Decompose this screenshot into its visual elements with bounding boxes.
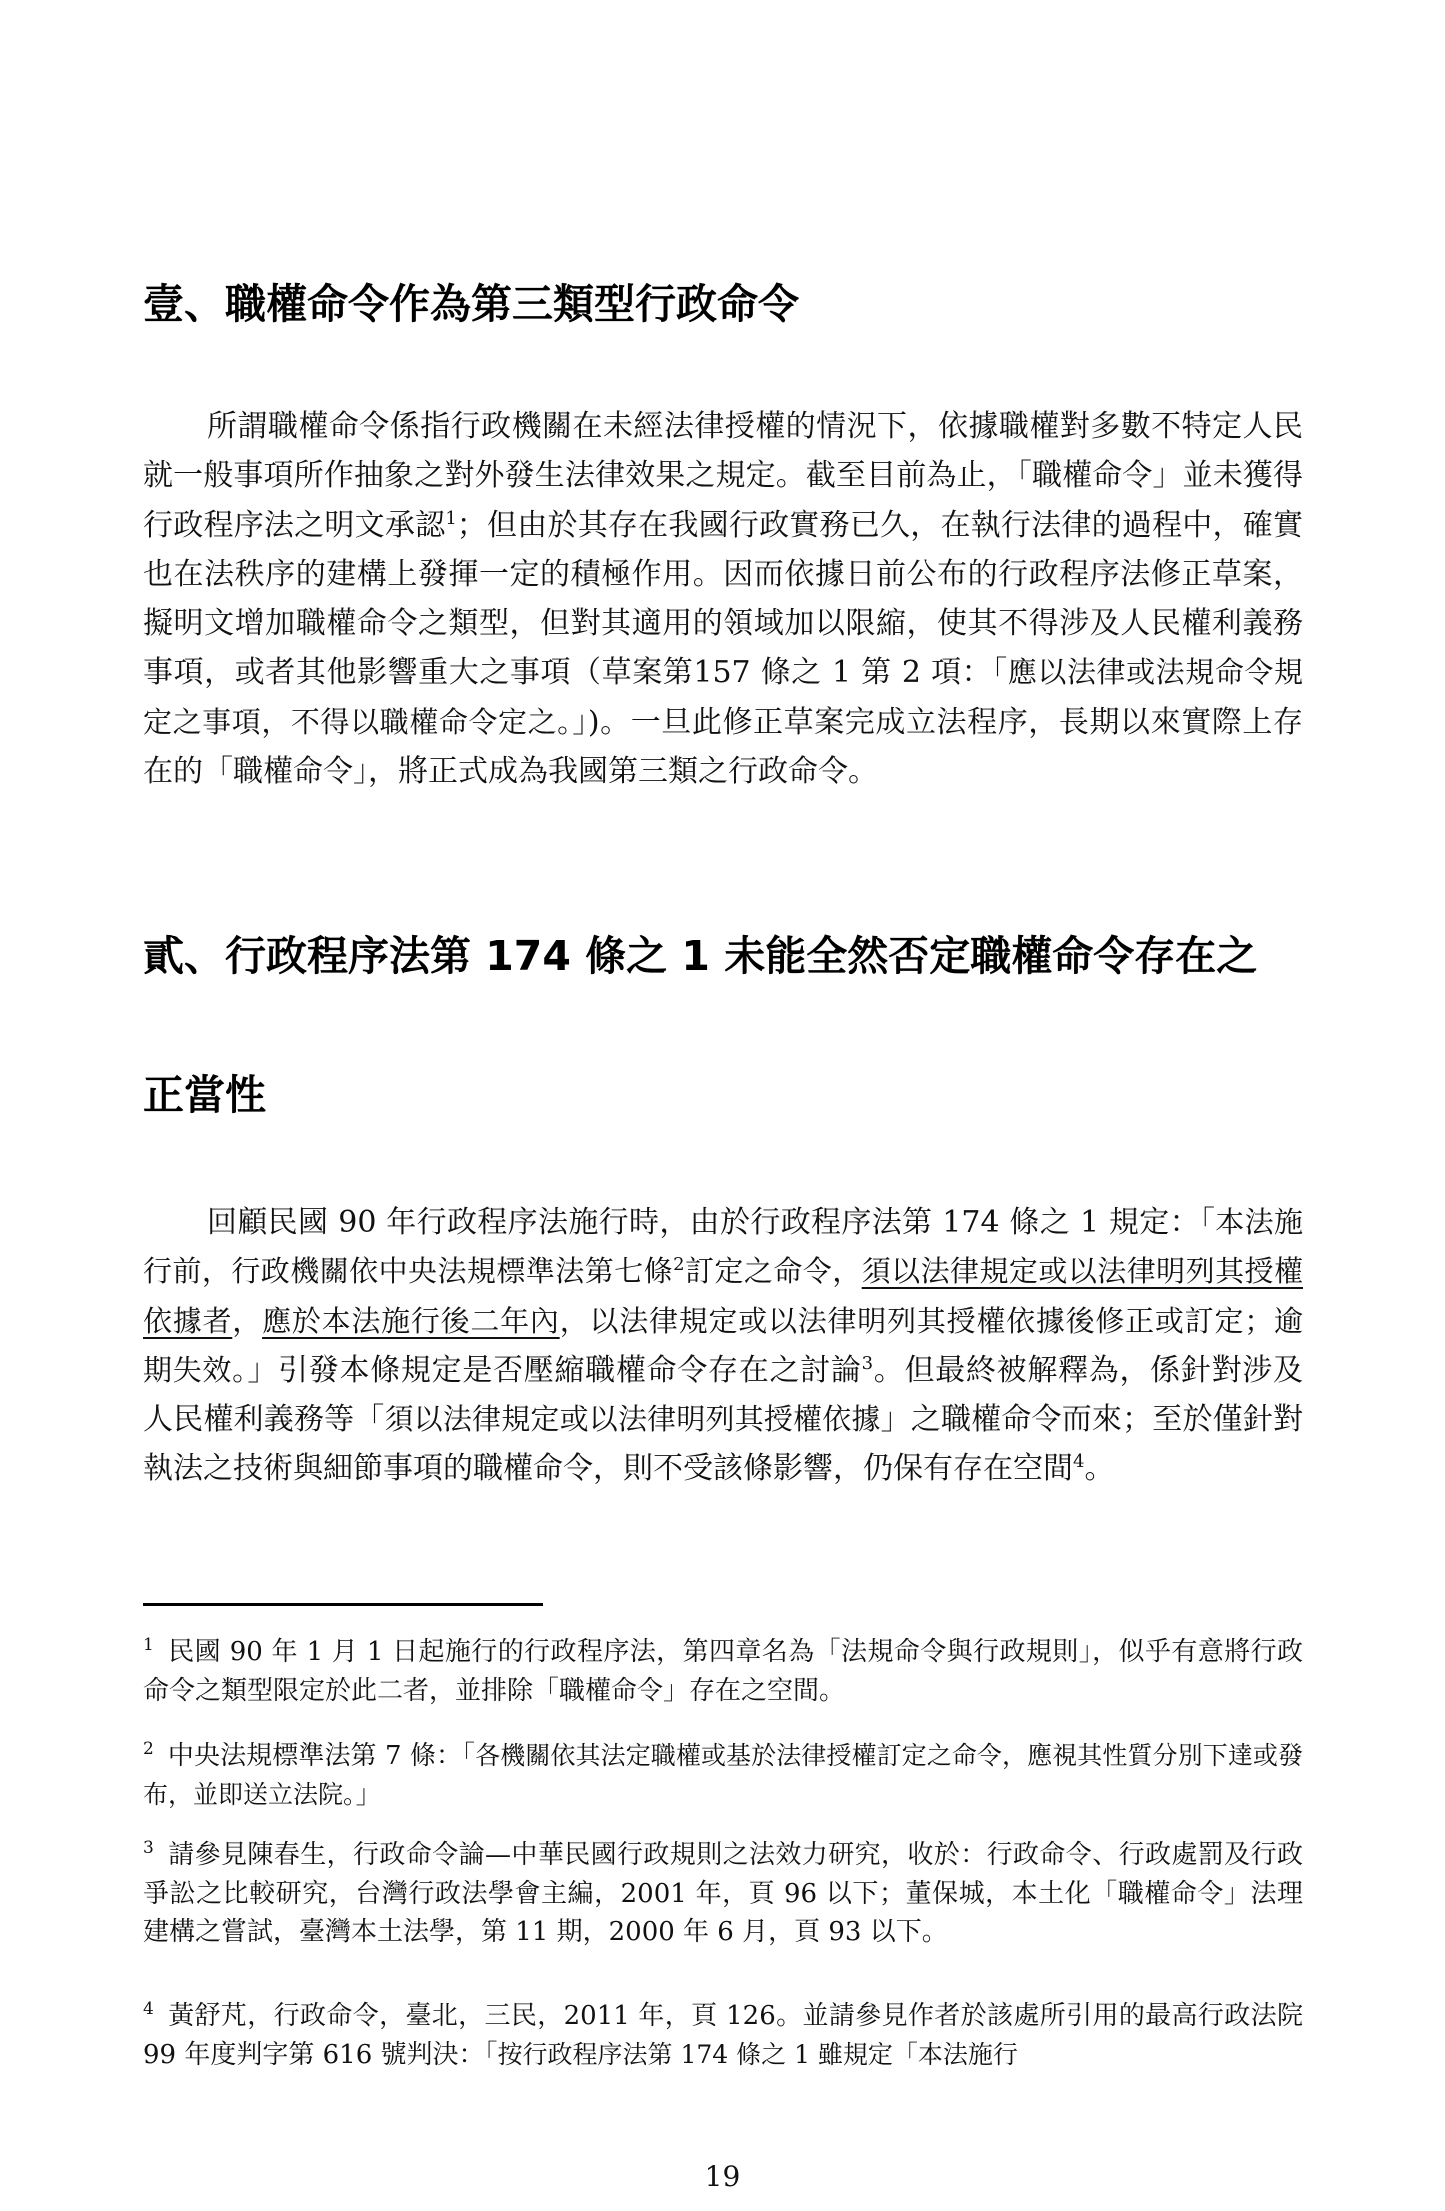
para-text: ；但由於其存在我國行政實務已久，在執行法律的過程中，確實也在法秩序的建構上發揮一定的積極作用。因而依據日前公布的行政程序法修正草案，擬明文增加職權命令之類型，但對其適用的領域加以限縮，使其不得涉及人民權利義務事項，或者其他影響重大之事項（草案第157 條之 1 第 2 項：「	[143, 507, 1304, 691]
footnote-ref-3[interactable]: 3	[861, 1352, 874, 1374]
footnote-text: 民國 90 年 1 月 1 日起施行的行政程序法，第四章名為「法規命令與行政規則」，似乎有意將行政命令之類型限定於此二者，並排除「職權命令」存在之空間。	[143, 1637, 1303, 1706]
footnote-divider	[143, 1603, 543, 1606]
footnote-quote: 各機關依其法定職權或基於法律授權訂定之命令，應視其性質分別下達或發布，並即送立法院。	[143, 1741, 1303, 1809]
para-text: 」)。一旦此修正草案完成立法程序，長期以來實際上存在的「職權命令」，將正式成為我國第三類之行政命令。	[143, 704, 1303, 790]
para-text: 」之職權命令而來；至於僅針對執法之技術與細節事項的職權命令，則不受該條影響，仍保有存在空間	[143, 1402, 1304, 1487]
quoted-text: ，	[232, 1303, 263, 1338]
underlined-quote: 應於本法施行後二年內	[262, 1303, 560, 1338]
quoted-text: 應以法律或法規命令規定之事項，不得以職權命令定之。	[143, 655, 1303, 739]
footnote-quote: 按行政程序法第 174 條之 1 雖規定「本法施行	[497, 2039, 1018, 2069]
footnote-ref-2[interactable]: 2	[673, 1254, 685, 1276]
page-number: 19	[704, 2160, 741, 2193]
quoted-text: 須以法律規定或以法律明列其授權依據	[384, 1402, 881, 1437]
footnote-number: 3	[143, 1838, 154, 1859]
para-text: 。	[1084, 1451, 1115, 1487]
para-text: 。但最終被解釋為，係針對涉及人民權利義務等「	[143, 1352, 1304, 1438]
section-2-heading-line-2: 正當性	[143, 1071, 266, 1119]
footnote-number: 2	[143, 1739, 154, 1760]
para-text: 回顧民國 90 年行政程序法施行時，由於行政程序法第 174 條之 1 規定：「	[207, 1205, 1216, 1240]
section-1-heading: 壹、職權命令作為第三類型行政命令	[143, 280, 799, 328]
para-text: 」引發本條規定是否壓縮職權命令存在之討論	[247, 1352, 862, 1388]
footnote-number: 1	[143, 1635, 154, 1656]
footnote-text: 請參見陳春生，行政命令論—中華民國行政規則之法效力研究，收於：行政命令、行政處罰及行政爭訟之比較研究，台灣行政法學會主編，2001 年，頁 96 以下；董保城，本土化「職權命令」法理建構之嘗試，臺灣本土法學，第 11 期，2000 年 6 月，頁 93 以下。	[143, 1840, 1303, 1947]
footnote-1	[143, 1633, 1303, 1710]
section-2-paragraph	[143, 1198, 1303, 1494]
footnote-2	[143, 1737, 1303, 1814]
footnote-text: 黃舒芃，行政命令，臺北，三民，2011 年，頁 126。並請參見作者於該處所引用的最高行政法院 99 年度判字第 616 號判決：「	[143, 2001, 1303, 2070]
footnote-4	[143, 1997, 1303, 2074]
para-text: 所謂職權命令係指行政機關在未經法律授權的情況下，依據職權對多數不特定人民就一般事項所作抽象之對外發生法律效果之規定。截至目前為止，「職權命令」並未獲得行政程序法之明文承認	[143, 409, 1303, 543]
footnote-text: 中央法規標準法第 7 條：「	[167, 1741, 476, 1771]
footnote-number: 4	[143, 1999, 154, 2020]
quoted-text: ，以法律規定或以法律明列其授權依據後修正或訂定；逾期失效。	[143, 1303, 1303, 1387]
footnote-ref-1[interactable]: 1	[445, 507, 457, 529]
footnote-3	[143, 1836, 1303, 1952]
footnote-text: 」	[355, 1779, 382, 1810]
underlined-quote: 須以法律規定或以法律明列其授權依據者	[143, 1254, 1303, 1338]
section-1-paragraph	[143, 402, 1303, 796]
section-2-heading-line-1: 貳、行政程序法第 174 條之 1 未能全然否定職權命令存在之	[143, 932, 1258, 980]
quoted-text: 本法施行前，行政機關依中央法規標準法第七條	[143, 1205, 1303, 1289]
footnote-ref-4[interactable]: 4	[1073, 1451, 1085, 1473]
quoted-text: 訂定之命令，	[684, 1254, 862, 1289]
